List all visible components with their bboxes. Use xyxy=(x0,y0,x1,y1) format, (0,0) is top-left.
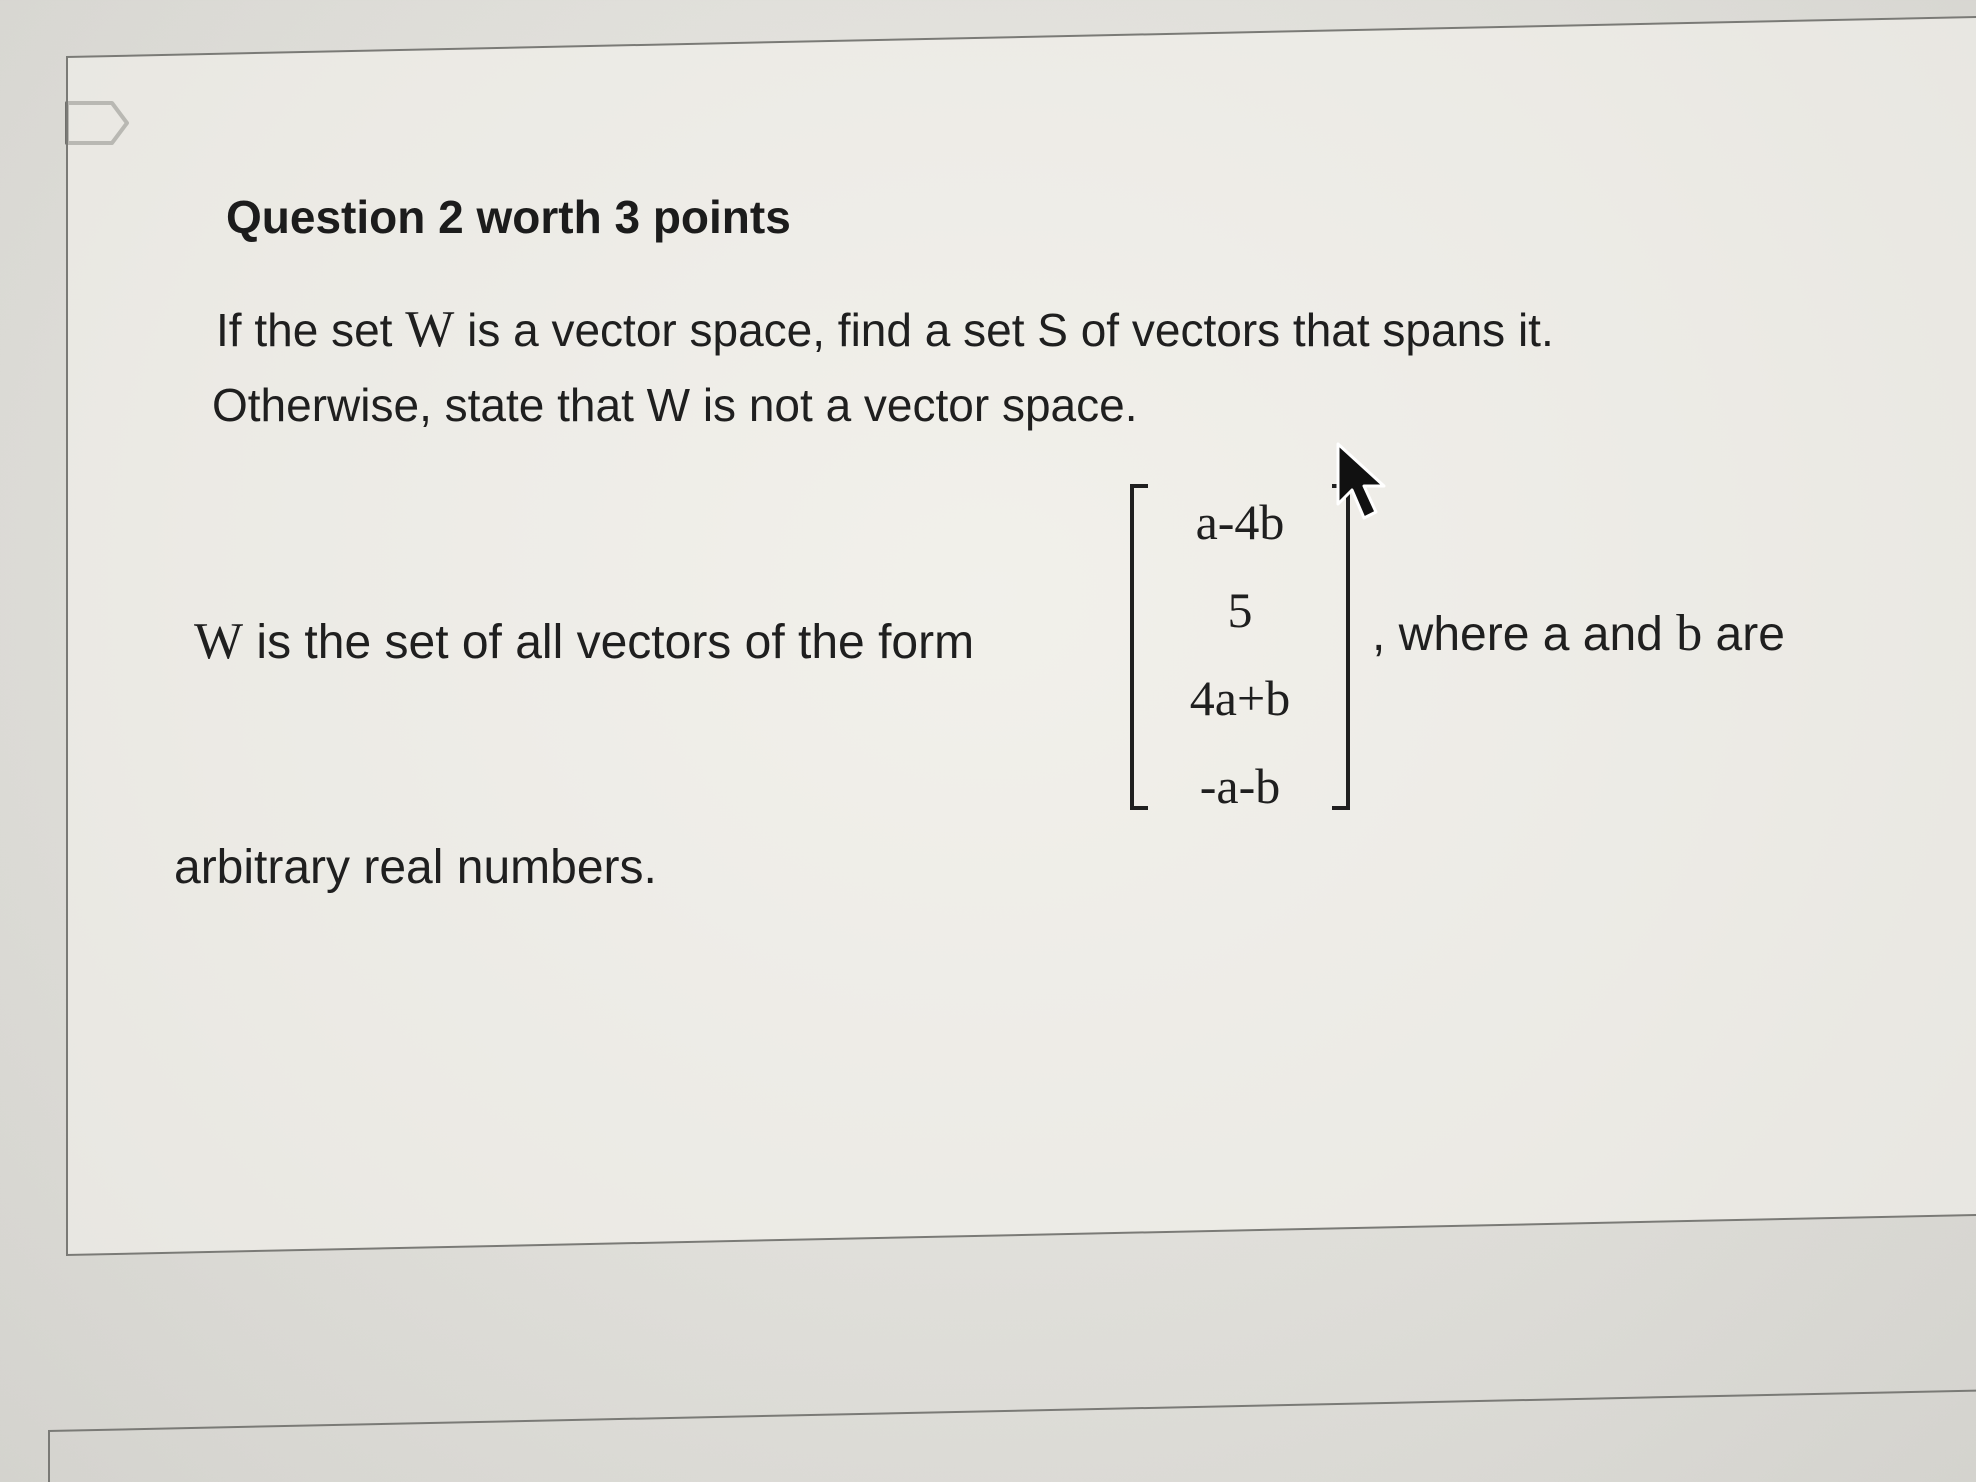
mouse-pointer-icon xyxy=(1334,440,1394,530)
definition-text: is the set of all vectors of the form xyxy=(243,616,975,669)
definition-tail xyxy=(1372,604,1785,663)
question-prompt-line-1 xyxy=(216,300,1554,359)
math-variable-w: W xyxy=(194,613,244,670)
column-vector xyxy=(1130,478,1350,814)
right-bracket xyxy=(1332,484,1350,810)
question-prompt-line-2: Otherwise, state that W is not a vector space. xyxy=(212,379,1138,431)
vector-entry: -a-b xyxy=(1199,758,1281,814)
vector-entry: a-4b xyxy=(1195,494,1285,550)
prompt-text: If the set xyxy=(216,304,406,356)
next-question-card xyxy=(48,1390,1976,1482)
definition-lead xyxy=(194,612,974,671)
definition-text: are xyxy=(1702,608,1785,661)
math-variable-b: b xyxy=(1676,605,1703,662)
prompt-text: is a vector space, find a set S of vectors that spans it. xyxy=(454,304,1554,356)
math-variable-w: W xyxy=(405,301,455,358)
vector-entry: 5 xyxy=(1227,582,1253,638)
definition-text: , where a and xyxy=(1372,608,1677,661)
vector-entries xyxy=(1144,478,1336,830)
question-header: Question 2 worth 3 points xyxy=(226,191,791,243)
definition-end: arbitrary real numbers. xyxy=(174,841,657,894)
vector-entry: 4a+b xyxy=(1189,670,1291,726)
